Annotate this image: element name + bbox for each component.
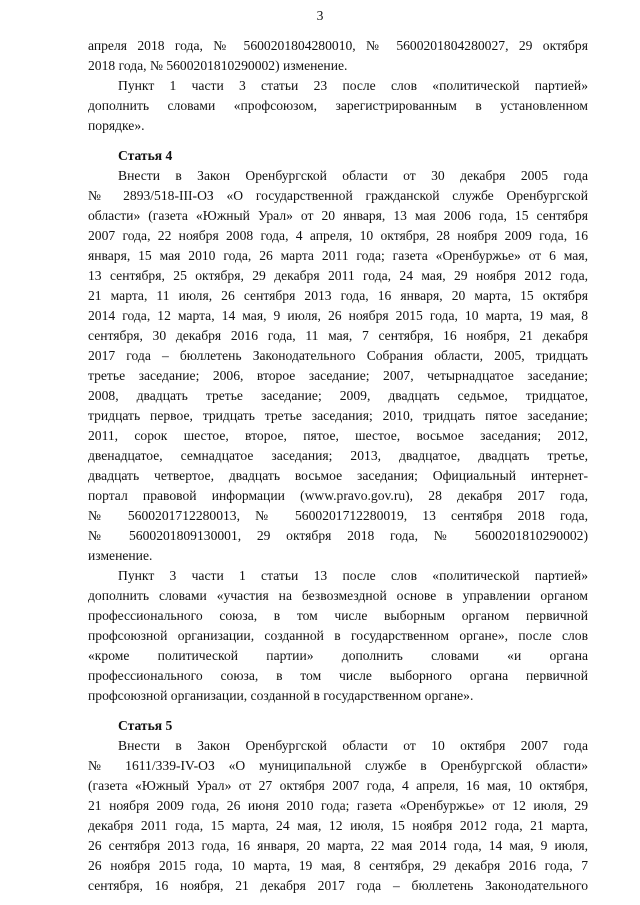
- text-line: сентября, 30 декабря 2016 года, 11 мая, 7 сентября, 16 ноября, 21 декабря: [88, 328, 588, 343]
- text-line: Внести в Закон Оренбургской области от 10 октября 2007 года: [118, 738, 588, 753]
- article-heading: Статья 4: [118, 148, 173, 163]
- text-line: 21 ноября 2009 года, 26 июня 2010 года; газета «Оренбуржье» от 12 июля, 29: [88, 798, 588, 813]
- text-line: (газета «Южный Урал» от 27 октября 2007 года, 4 апреля, 16 мая, 10 октября,: [88, 778, 588, 793]
- text-line: 2007 года, 22 ноября 2008 года, 4 апреля, 10 октября, 28 ноября 2009 года, 16: [88, 228, 588, 243]
- text-line: 2018 года, № 5600201810290002) изменение.: [88, 58, 348, 73]
- text-line: области» (газета «Южный Урал» от 20 января, 13 мая 2006 года, 15 сентября: [88, 208, 588, 223]
- text-line: 21 марта, 11 июля, 26 сентября 2013 года, 16 января, 20 марта, 15 октября: [88, 288, 588, 303]
- text-line: № 2893/518-III-ОЗ «О государственной гражданской службе Оренбургской: [88, 188, 588, 203]
- text-line: порядке».: [88, 118, 145, 133]
- text-line: изменение.: [88, 548, 153, 563]
- text-line: тридцать первое, тридцать третье заседания; 2010, тридцать пятое заседание;: [88, 408, 588, 423]
- text-line: профсоюзной организации, созданной в государственном органе», после слов: [88, 628, 588, 643]
- text-line: сентября, 16 ноября, 21 декабря 2017 года – бюллетень Законодательного: [88, 878, 588, 893]
- text-line: Внести в Закон Оренбургской области от 30 декабря 2005 года: [118, 168, 588, 183]
- page-number: 3: [316, 8, 324, 23]
- text-line: профессионального союза, в том числе выборного органа первичной: [88, 668, 588, 683]
- text-line: апреля 2018 года, № 5600201804280010, № 5600201804280027, 29 октября: [88, 38, 588, 53]
- text-line: 13 сентября, 25 октября, 29 декабря 2011 года, 24 мая, 29 ноября 2012 года,: [88, 268, 588, 283]
- article-heading: Статья 5: [118, 718, 173, 733]
- text-line: двадцать четвертое, двадцать восьмое заседания; Официальный интернет-: [88, 468, 588, 483]
- text-line: 26 сентября 2013 года, 16 января, 20 марта, 22 мая 2014 года, 14 мая, 9 июля,: [88, 838, 588, 853]
- text-line: двенадцатое, семнадцатое заседания; 2013, двадцатое, двадцать третье,: [88, 448, 588, 463]
- text-line: № 5600201712280013, № 5600201712280019, 13 сентября 2018 года,: [88, 508, 588, 523]
- text-line: Пункт 1 части 3 статьи 23 после слов «политической партией»: [118, 78, 588, 93]
- text-line: № 5600201809130001, 29 октября 2018 года, № 5600201810290002): [88, 528, 588, 543]
- text-line: 2011, сорок шестое, второе, пятое, шестое, восьмое заседания; 2012,: [88, 428, 588, 443]
- text-line: января, 15 мая 2010 года, 26 марта 2011 года; газета «Оренбуржье» от 6 мая,: [88, 248, 588, 263]
- text-line: дополнить словами «участия на безвозмездной основе в управлении органом: [88, 588, 588, 603]
- text-line: 26 ноября 2015 года, 10 марта, 19 мая, 8 сентября, 29 декабря 2016 года, 7: [88, 858, 588, 873]
- text-line: «кроме политической партии» дополнить словами «и органа: [88, 648, 588, 663]
- text-line: портал правовой информации (www.pravo.gov.ru), 28 декабря 2017 года,: [88, 488, 588, 503]
- text-line: дополнить словами «профсоюзом, зарегистрированным в установленном: [88, 98, 588, 113]
- text-line: профессионального союза, в том числе выборным органом первичной: [88, 608, 588, 623]
- text-line: профсоюзной организации, созданной в государственном органе».: [88, 688, 474, 703]
- text-line: 2017 года – бюллетень Законодательного Собрания области, 2005, тридцать: [88, 348, 588, 363]
- text-line: Пункт 3 части 1 статьи 13 после слов «политической партией»: [118, 568, 588, 583]
- text-line: декабря 2011 года, 15 марта, 24 мая, 12 июля, 15 ноября 2012 года, 21 марта,: [88, 818, 588, 833]
- text-line: № 1611/339-IV-ОЗ «О муниципальной службе в Оренбургской области»: [88, 758, 588, 773]
- text-line: 2014 года, 12 марта, 14 мая, 9 июля, 26 ноября 2015 года, 10 марта, 19 мая, 8: [88, 308, 588, 323]
- text-line: третье заседание; 2006, второе заседание; 2007, четырнадцатое заседание;: [88, 368, 588, 383]
- text-line: 2008, двадцать третье заседание; 2009, двадцать седьмое, тридцатое,: [88, 388, 588, 403]
